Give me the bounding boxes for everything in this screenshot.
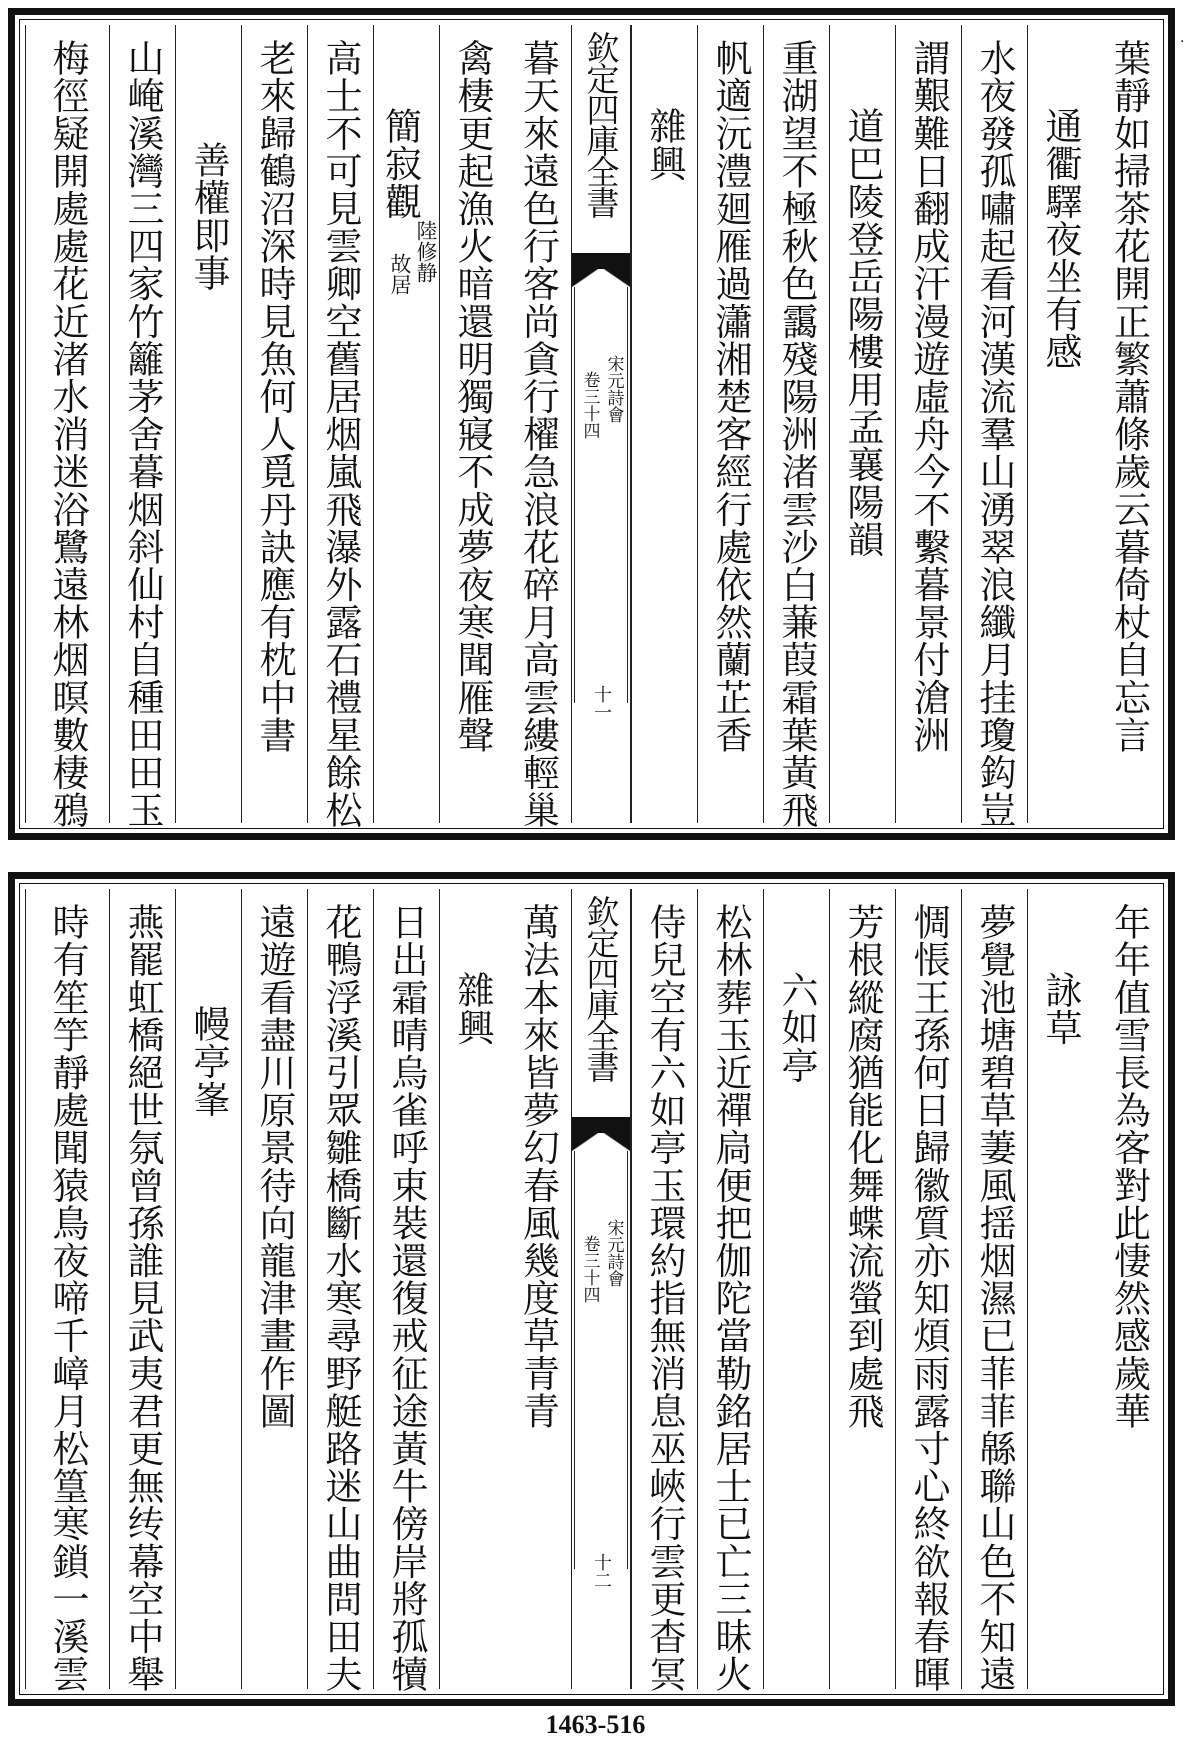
top-page-number: 十一	[591, 685, 612, 721]
bottom-column-14	[175, 889, 241, 1689]
residence-note: 故居	[388, 253, 412, 295]
top-column-text-7: 帆適沅澧廻雁過瀟湘楚客經行處依然蘭芷香	[709, 39, 752, 754]
top-column-7	[697, 25, 763, 823]
bottom-column-13	[241, 889, 307, 1689]
poem-title-liuruting: 六如亭	[775, 971, 818, 1084]
bottom-column-11	[373, 889, 439, 1693]
bottom-column-16	[25, 889, 109, 1693]
top-center-frame	[574, 287, 628, 703]
margin-mark: ·	[1180, 34, 1185, 50]
bottom-column-text-8: 侍兒空有六如亭玉環約指無消息巫峽行雲更杳冥	[643, 903, 686, 1693]
top-center-fold	[571, 25, 631, 823]
bottom-column-text-1: 年年值雪長為客對此悽然感歲華	[1107, 903, 1151, 1430]
poem-title-mantingfeng: 幔亭峯	[187, 1005, 230, 1118]
bottom-column-5	[829, 889, 895, 1689]
poem-title-yongcao: 詠草	[1039, 971, 1082, 1047]
top-column-12	[307, 25, 373, 829]
bottom-column-10	[439, 889, 505, 1689]
bottom-column-3	[961, 889, 1027, 1693]
top-column-6	[763, 25, 829, 829]
author-note: 陸修静	[414, 220, 438, 283]
bottom-fishtail-mark	[572, 1117, 630, 1151]
page-reference: 1463-516	[545, 1710, 646, 1739]
top-column-5	[829, 25, 895, 823]
bottom-page	[8, 872, 1175, 1706]
poem-title-shanquan: 善權即事	[187, 141, 230, 292]
top-column-1	[1093, 25, 1165, 823]
top-page	[8, 8, 1175, 840]
top-column-2	[1027, 25, 1093, 823]
bottom-column-text-16: 時有笙竽靜處聞猿鳥夜啼千嶂月松篁寒鎖一溪雲	[46, 903, 89, 1693]
top-column-16	[25, 25, 109, 829]
bottom-column-text-13: 遠遊看盡川原景待向龍津畫作圖	[253, 903, 296, 1430]
bottom-column-1	[1093, 889, 1165, 1689]
bottom-column-text-9: 萬法本來皆夢幻春風幾度草青青	[516, 903, 560, 1430]
top-column-3	[961, 25, 1027, 829]
bottom-column-text-11: 日出霜晴烏雀呼束裝還復戒征途黃牛傍岸將孤犢	[385, 903, 428, 1693]
top-column-text-15: 山崦溪灣三四家竹籬茅舍暮烟斜仙村自種田田玉	[121, 39, 164, 829]
bottom-column-text-12: 花鴨浮溪引眾雛橋斷水寒尋野艇路迷山曲問田夫	[319, 903, 362, 1693]
bottom-book-title: 宋元詩會	[603, 1219, 624, 1287]
top-column-text-16: 梅徑疑開處處花近渚水消迷浴鷺遠林烟暝數棲鴉	[46, 39, 89, 829]
top-column-text-3: 水夜發孤嘯起看河漢流羣山湧翠浪纖月挂瓊鈎豈	[973, 39, 1016, 829]
top-column-15	[109, 25, 175, 829]
top-column-14	[175, 25, 241, 823]
bottom-column-6	[763, 889, 829, 1689]
top-column-text-10: 禽棲更起漁火暗還明獨寢不成夢夜寒聞雁聲	[451, 39, 494, 754]
bottom-center-fold	[571, 889, 631, 1689]
top-fishtail-mark	[572, 253, 630, 287]
top-volume: 卷三十四	[579, 371, 600, 439]
bottom-column-8	[631, 889, 697, 1693]
top-column-4	[895, 25, 961, 823]
bottom-catalog-title: 欽定四庫全書	[581, 895, 621, 1081]
bottom-column-12	[307, 889, 373, 1693]
bottom-column-4	[895, 889, 961, 1693]
top-book-title: 宋元詩會	[603, 355, 624, 423]
poem-title-tongqu: 通衢驛夜坐有感	[1039, 107, 1082, 371]
top-column-11	[373, 25, 439, 823]
top-column-9	[505, 25, 571, 829]
bottom-column-15	[109, 889, 175, 1693]
bottom-column-7	[697, 889, 763, 1693]
top-column-text-13: 老來歸鶴沼深時見魚何人覓丹訣應有枕中書	[253, 39, 296, 754]
poem-title-zaxing: 雜興	[643, 107, 686, 183]
top-column-text-6: 重湖望不極秋色靄殘陽洲渚雲沙白蒹葭霜葉黃飛	[775, 39, 818, 829]
bottom-center-frame	[574, 1151, 628, 1569]
bottom-column-text-5: 芳根縱腐猶能化舞蝶流螢到處飛	[841, 903, 884, 1430]
poem-title-baling: 道巴陵登岳陽樓用孟襄陽韻	[841, 107, 884, 559]
top-column-text-9: 暮天來遠色行客尚貪行櫂急浪花碎月高雲縷輕巢	[516, 39, 560, 829]
bottom-column-text-7: 松林葬玉近禪扃便把伽陀當勒銘居士已亡三昧火	[709, 903, 752, 1693]
bottom-column-text-15: 燕罷虹橋絕世氛曾孫誰見武夷君更無䌸幕空中舉	[121, 903, 164, 1693]
bottom-page-number: 十二	[591, 1553, 612, 1589]
bottom-column-9	[505, 889, 571, 1689]
top-column-10	[439, 25, 505, 823]
bottom-volume: 卷三十四	[579, 1235, 600, 1303]
poem-title-jianji: 簡寂觀	[378, 107, 422, 220]
poem-title-zaxing-2: 雜興	[451, 971, 494, 1047]
top-catalog-title: 欽定四庫全書	[581, 31, 621, 217]
top-column-text-1: 葉靜如掃茶花開正繁蕭條歲云暮倚杖自忘言	[1107, 39, 1151, 754]
top-column-13	[241, 25, 307, 823]
bottom-column-2	[1027, 889, 1093, 1689]
top-column-8	[631, 25, 697, 823]
bottom-column-text-4: 惆悵王孫何日歸徽質亦知煩雨露寸心終欲報春暉	[907, 903, 950, 1693]
top-column-text-12: 高士不可見雲卿空舊居烟嵐飛瀑外露石禮星餘松	[319, 39, 362, 829]
bottom-column-text-3: 夢覺池塘碧草萋風揺烟濕已菲菲緜聯山色不知遠	[973, 903, 1016, 1693]
top-column-text-4: 謂艱難日翻成汗漫遊虛舟今不繫暮景付滄洲	[907, 39, 950, 754]
